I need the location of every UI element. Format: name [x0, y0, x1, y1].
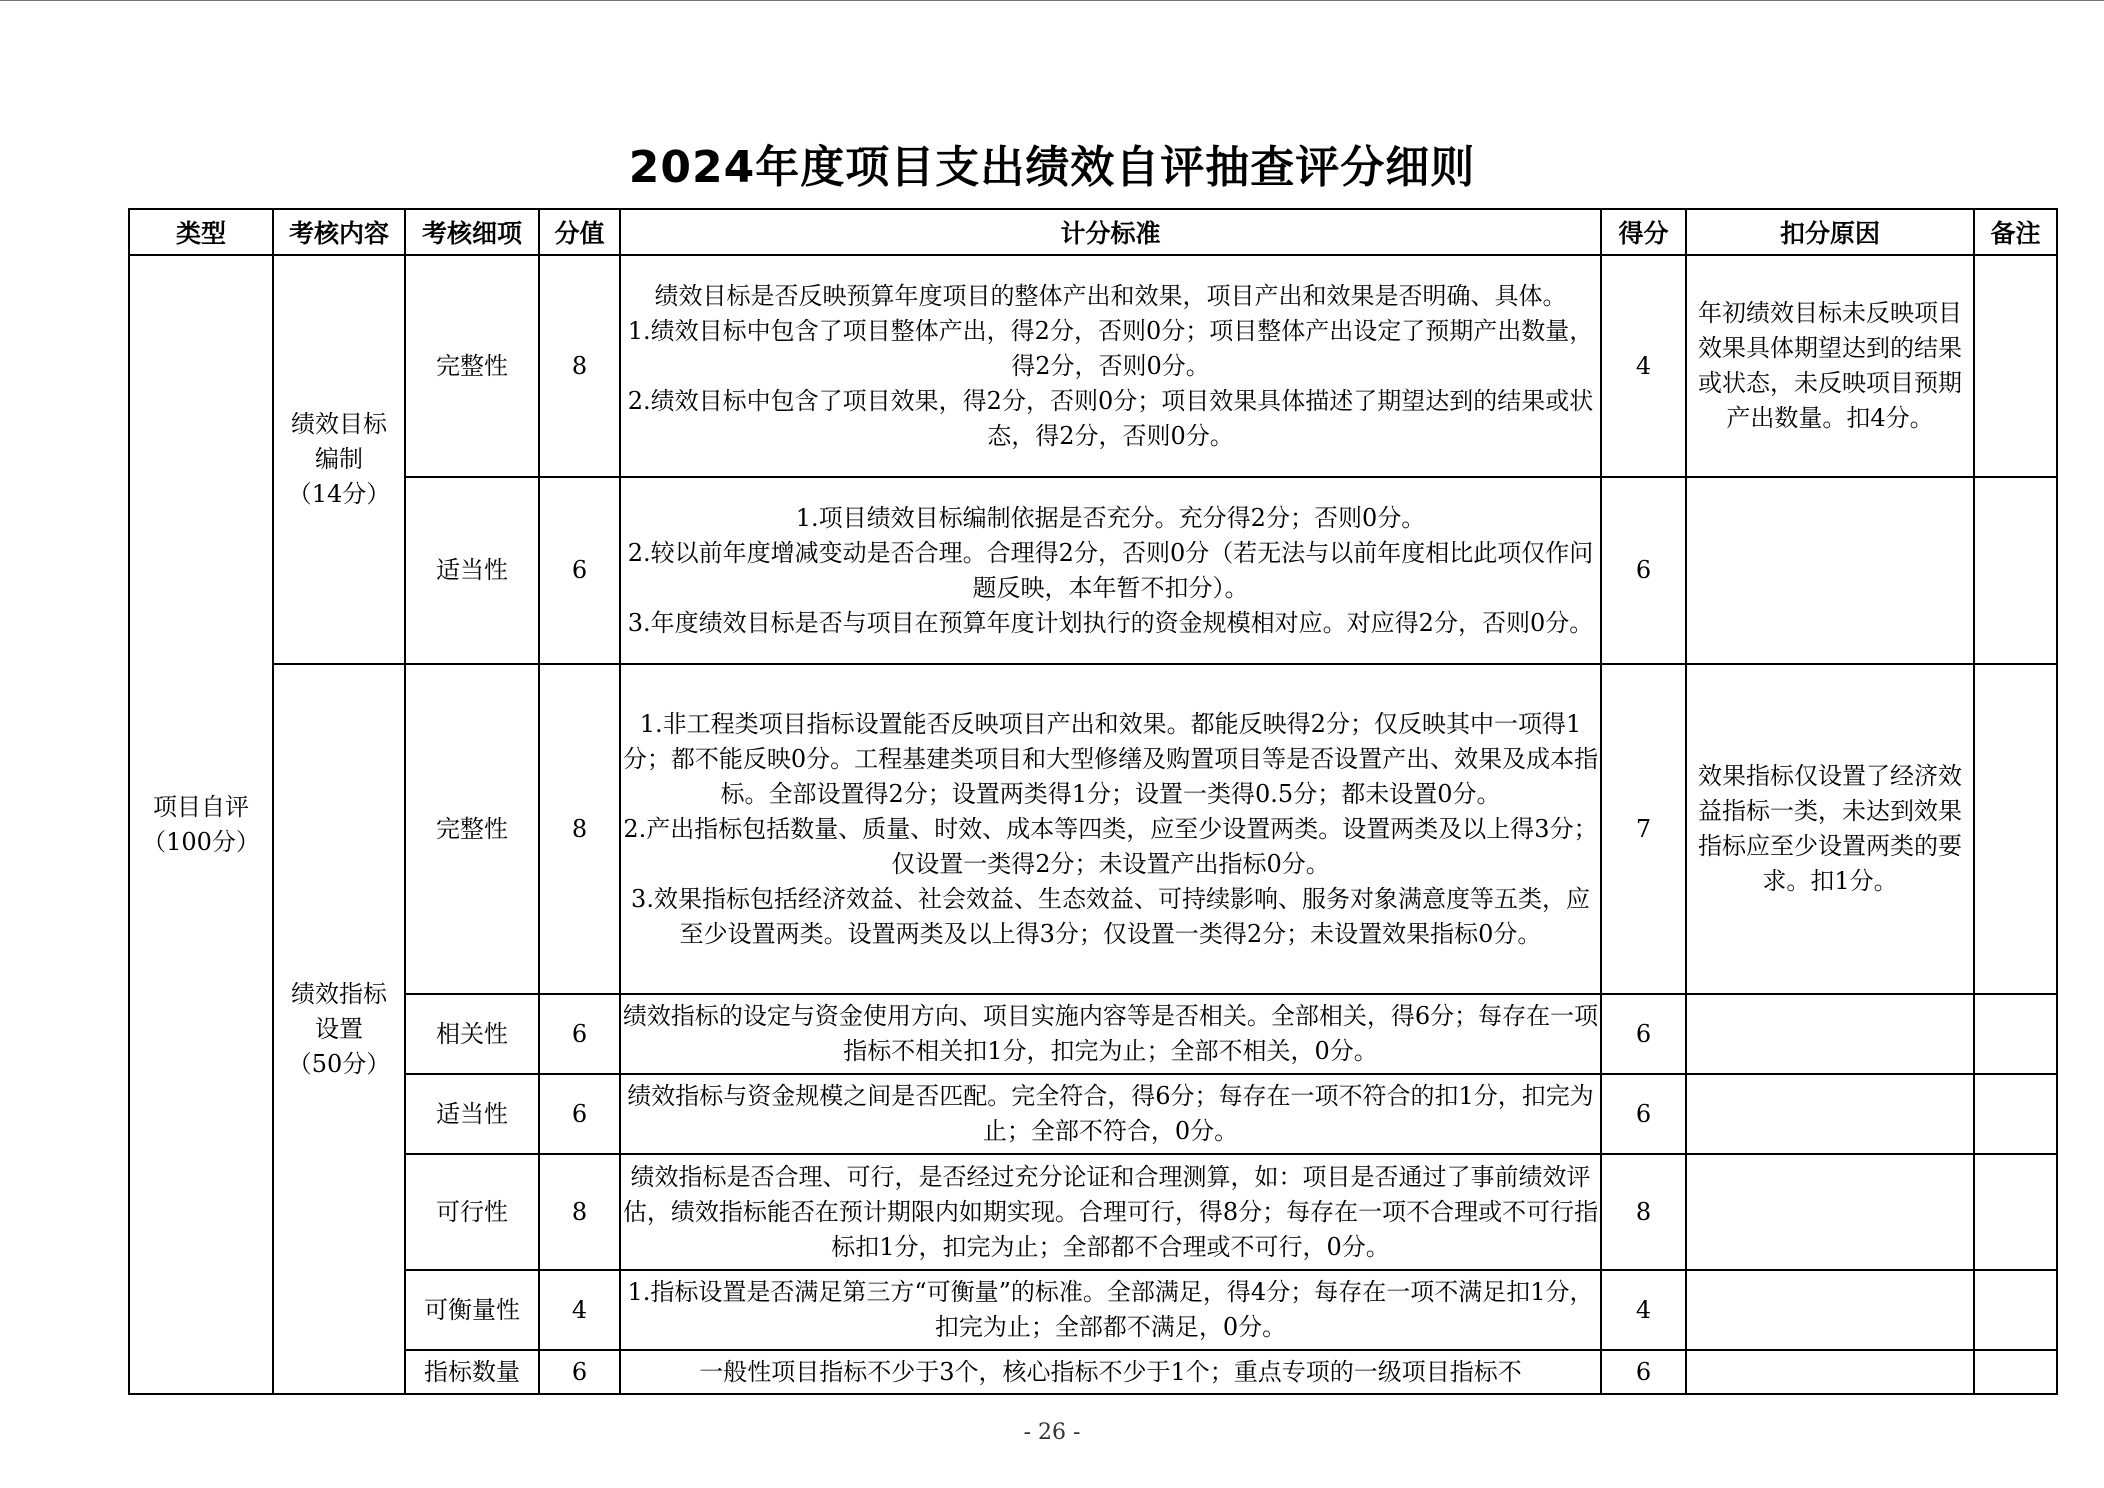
header-points: 分值 [539, 209, 620, 255]
table-row [129, 1074, 2057, 1154]
criteria-cell: 绩效指标与资金规模之间是否匹配。完全符合，得6分；每存在一项不符合的扣1分，扣完为止；全部不符合，0分。 [620, 1074, 1601, 1154]
note-cell [1974, 1270, 2057, 1350]
detail-cell: 相关性 [405, 994, 539, 1074]
header-criteria: 计分标准 [620, 209, 1601, 255]
type-cell: 项目自评 （100分） [129, 255, 273, 1394]
detail-cell: 指标数量 [405, 1350, 539, 1394]
note-cell [1974, 1350, 2057, 1394]
reason-cell [1686, 477, 1974, 664]
reason-cell [1686, 994, 1974, 1074]
note-cell [1974, 664, 2057, 994]
table-row [129, 994, 2057, 1074]
page-top-border [0, 0, 2104, 1]
criteria-cell: 绩效指标的设定与资金使用方向、项目实施内容等是否相关。全部相关，得6分；每存在一项指标不相关扣1分，扣完为止；全部不相关，0分。 [620, 994, 1601, 1074]
header-type: 类型 [129, 209, 273, 255]
header-reason: 扣分原因 [1686, 209, 1974, 255]
note-cell [1974, 477, 2057, 664]
score-cell: 4 [1601, 1270, 1686, 1350]
table-row [129, 664, 2057, 994]
group-cell-target: 绩效目标 编制 （14分） [273, 255, 405, 664]
points-cell: 8 [539, 255, 620, 477]
reason-cell [1686, 1154, 1974, 1270]
reason-cell [1686, 1350, 1974, 1394]
score-cell: 7 [1601, 664, 1686, 994]
score-cell: 6 [1601, 1074, 1686, 1154]
reason-cell: 效果指标仅设置了经济效益指标一类，未达到效果指标应至少设置两类的要求。扣1分。 [1686, 664, 1974, 994]
score-cell: 6 [1601, 1350, 1686, 1394]
criteria-cell: 1.指标设置是否满足第三方“可衡量”的标准。全部满足，得4分；每存在一项不满足扣1分，扣完为止；全部都不满足，0分。 [620, 1270, 1601, 1350]
points-cell: 6 [539, 1350, 620, 1394]
points-cell: 6 [539, 477, 620, 664]
detail-cell: 完整性 [405, 664, 539, 994]
points-cell: 8 [539, 664, 620, 994]
points-cell: 4 [539, 1270, 620, 1350]
score-cell: 4 [1601, 255, 1686, 477]
document-title: 2024年度项目支出绩效自评抽查评分细则 [628, 142, 1476, 193]
detail-cell: 适当性 [405, 477, 539, 664]
scoring-table [128, 208, 2058, 1395]
criteria-cell: 绩效目标是否反映预算年度项目的整体产出和效果，项目产出和效果是否明确、具体。 1.绩效目标中包含了项目整体产出，得2分，否则0分；项目整体产出设定了预期产出数量，得2分，否则0分。 2.绩效目标中包含了项目效果，得2分，否则0分；项目效果具体描述了期望达到的结果或状态，得2分，否则0分。 [620, 255, 1601, 477]
note-cell [1974, 994, 2057, 1074]
header-detail: 考核细项 [405, 209, 539, 255]
table-row [129, 1270, 2057, 1350]
header-content: 考核内容 [273, 209, 405, 255]
score-cell: 6 [1601, 994, 1686, 1074]
detail-cell: 完整性 [405, 255, 539, 477]
note-cell [1974, 255, 2057, 477]
criteria-cell: 1.非工程类项目指标设置能否反映项目产出和效果。都能反映得2分；仅反映其中一项得1分；都不能反映0分。工程基建类项目和大型修缮及购置项目等是否设置产出、效果及成本指标。全部设置得2分；设置两类得1分；设置一类得0.5分；都未设置0分。 2.产出指标包括数量、质量、时效、成本等四类，应至少设置两类。设置两类及以上得3分；仅设置一类得2分；未设置产出指标0分。 3.效果指标包括经济效益、社会效益、生态效益、可持续影响、服务对象满意度等五类，应至少设置两类。设置两类及以上得3分；仅设置一类得2分；未设置效果指标0分。 [620, 664, 1601, 994]
score-cell: 6 [1601, 477, 1686, 664]
detail-cell: 可衡量性 [405, 1270, 539, 1350]
score-cell: 8 [1601, 1154, 1686, 1270]
table-row [129, 1154, 2057, 1270]
table-row [129, 477, 2057, 664]
table-row [129, 255, 2057, 477]
note-cell [1974, 1154, 2057, 1270]
points-cell: 8 [539, 1154, 620, 1270]
criteria-cell: 1.项目绩效目标编制依据是否充分。充分得2分；否则0分。 2.较以前年度增减变动是否合理。合理得2分，否则0分（若无法与以前年度相比此项仅作问题反映，本年暂不扣分）。 3.年度绩效目标是否与项目在预算年度计划执行的资金规模相对应。对应得2分，否则0分。 [620, 477, 1601, 664]
points-cell: 6 [539, 994, 620, 1074]
header-score: 得分 [1601, 209, 1686, 255]
reason-cell: 年初绩效目标未反映项目效果具体期望达到的结果或状态，未反映项目预期产出数量。扣4分。 [1686, 255, 1974, 477]
points-cell: 6 [539, 1074, 620, 1154]
criteria-cell: 一般性项目指标不少于3个，核心指标不少于1个；重点专项的一级项目指标不 [620, 1350, 1601, 1394]
note-cell [1974, 1074, 2057, 1154]
detail-cell: 可行性 [405, 1154, 539, 1270]
page-number: - 26 - [1023, 1420, 1081, 1445]
header-note: 备注 [1974, 209, 2057, 255]
reason-cell [1686, 1074, 1974, 1154]
group-cell-indicators: 绩效指标 设置 （50分） [273, 664, 405, 1394]
reason-cell [1686, 1270, 1974, 1350]
table-row [129, 1350, 2057, 1394]
table-header-row [129, 209, 2057, 255]
criteria-cell: 绩效指标是否合理、可行，是否经过充分论证和合理测算，如：项目是否通过了事前绩效评估，绩效指标能否在预计期限内如期实现。合理可行，得8分；每存在一项不合理或不可行指标扣1分，扣完为止；全部都不合理或不可行，0分。 [620, 1154, 1601, 1270]
detail-cell: 适当性 [405, 1074, 539, 1154]
